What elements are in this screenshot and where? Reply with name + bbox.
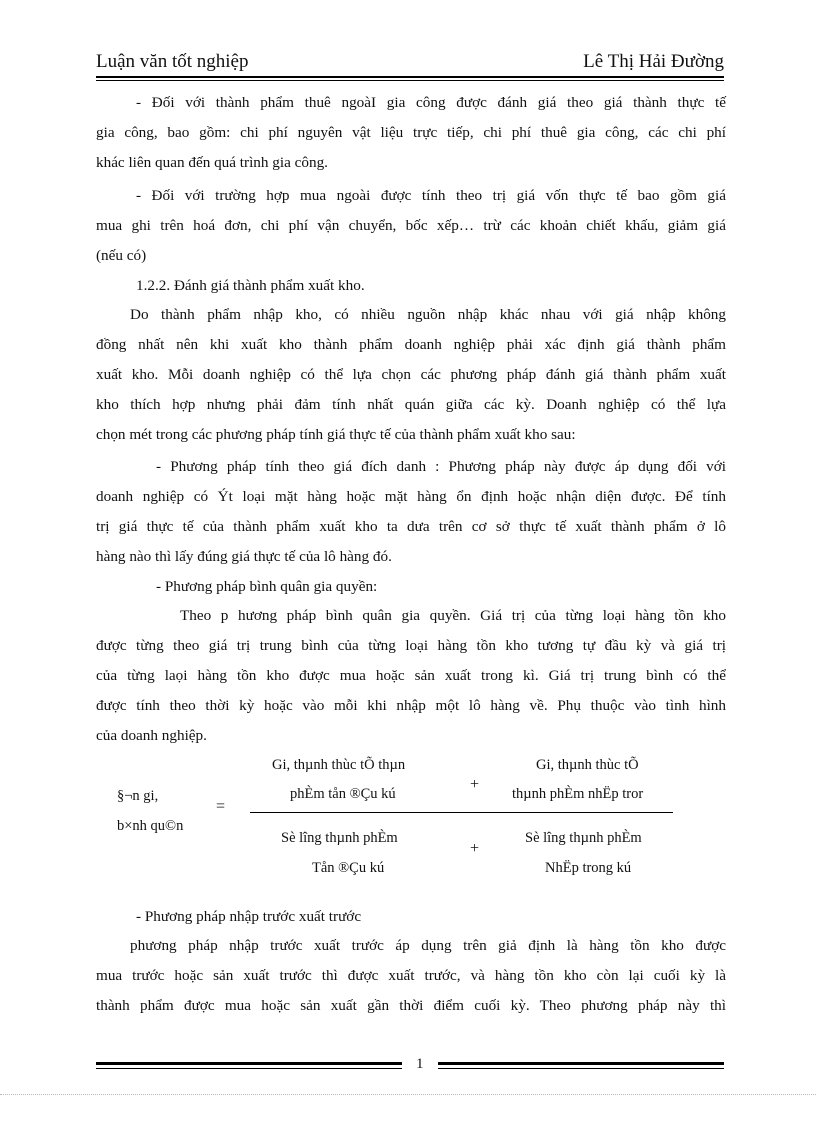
paragraph-line: xuất kho. Mỗi doanh nghiệp có thể lựa chọn các phương pháp đánh giá thành phẩm xuất	[96, 366, 726, 383]
paragraph-line: doanh nghiệp có Ýt loại mặt hàng hoặc mặt hàng ổn định hoặc nhận diện được. Để tính	[96, 488, 726, 505]
paragraph-line: - Phương pháp tính theo giá đích danh : Phương pháp này được áp dụng đối với	[156, 458, 726, 475]
footer-rule-left-thick	[96, 1062, 402, 1065]
paragraph-line: thành phẩm được mua hoặc sản xuất gần thời điểm cuối kỳ. Theo phương pháp này thì	[96, 997, 726, 1014]
paragraph-line: - Đối với trường hợp mua ngoài được tính theo trị giá vốn thực tế bao gồm giá	[136, 187, 726, 204]
formula-num-a-line2: phÈm tån ®Çu kú	[290, 786, 396, 802]
paragraph-line: phương pháp nhập trước xuất trước áp dụng trên giả định là hàng tồn kho được	[130, 937, 726, 954]
page-bottom-divider	[0, 1094, 816, 1095]
formula-den-b-line1: Sè lîng thµnh phÈm	[525, 830, 642, 846]
header-rule-thick	[96, 76, 724, 78]
footer-rule-right-thick	[438, 1062, 724, 1065]
formula-den-a-line1: Sè lîng thµnh phÈm	[281, 830, 398, 846]
paragraph-line: - Phương pháp nhập trước xuất trước	[136, 908, 362, 925]
paragraph-line: chọn mét trong các phương pháp tính giá thực tế của thành phẩm xuất kho sau:	[96, 426, 576, 443]
formula-lhs-line1: §¬n gi,	[117, 788, 159, 804]
formula-plus-bottom: +	[470, 840, 480, 857]
paragraph-line: trị giá thực tế của thành phẩm xuất kho ta dưa trên cơ sở thực tế xuất thành phẩm ở lô	[96, 518, 726, 535]
formula-fraction-bar	[250, 812, 673, 813]
paragraph-line: mua trước hoặc sản xuất trước thì được xuất trước, và hàng tồn kho còn lại cuối kỳ là	[96, 967, 726, 984]
paragraph-line: - Đối với thành phẩm thuê ngoàI gia công được đánh giá theo giá thành thực tế	[136, 94, 726, 111]
paragraph-line: Do thành phẩm nhập kho, có nhiều nguồn nhập khác nhau với giá nhập không	[130, 306, 726, 323]
paragraph-line: - Phương pháp bình quân gia quyền:	[156, 578, 378, 595]
paragraph-line: kho thích hợp nhưng phải đảm tính nhất quán giữa các kỳ. Doanh nghiệp có thể lựa	[96, 396, 726, 413]
formula-num-a-line1: Gi, thµnh thùc tÕ thµn	[272, 757, 406, 773]
header-title-right: Lê Thị Hải Đường	[583, 51, 724, 72]
section-heading: 1.2.2. Đánh giá thành phẩm xuất kho.	[136, 277, 365, 294]
footer-rule-left-thin	[96, 1068, 402, 1069]
formula-plus-top: +	[470, 776, 480, 793]
paragraph-line: của doanh nghiệp.	[96, 727, 207, 744]
page-number: 1	[416, 1056, 424, 1072]
paragraph-line: Theo p hương pháp bình quân gia quyền. Giá trị của từng loại hàng tồn kho	[180, 607, 726, 624]
paragraph-line: được từng theo giá trị trung bình của từng loại hàng tồn kho tương tự đầu kỳ và giá trị	[96, 637, 726, 654]
paragraph-line: gia công, bao gồm: chi phí nguyên vật liệu trực tiếp, chi phí thuê gia công, các chi phí	[96, 124, 726, 141]
paragraph-line: mua ghi trên hoá đơn, chi phí vận chuyển, bốc xếp… trừ các khoản chiết khấu, giảm giá	[96, 217, 726, 234]
formula-den-b-line2: NhËp trong kú	[545, 860, 632, 876]
paragraph-line: được tính theo thời kỳ hoặc vào mỗi khi nhập một lô hàng về. Phụ thuộc vào tình hình	[96, 697, 726, 714]
paragraph-line: (nếu có)	[96, 247, 147, 264]
header-title-left: Luận văn tốt nghiệp	[96, 51, 249, 72]
paragraph-line: hàng nào thì lấy đúng giá thực tế của lô hàng đó.	[96, 548, 392, 565]
paragraph-line: của từng laọi hàng tồn kho được mua hoặc sản xuất trong kì. Giá trị trung bình có thể	[96, 667, 726, 684]
formula-num-b-line1: Gi, thµnh thùc tÕ	[536, 757, 639, 773]
formula-lhs-line2: b×nh qu©n	[117, 818, 184, 834]
formula-equals: =	[216, 798, 226, 815]
footer-rule-right-thin	[438, 1068, 724, 1069]
header-rule-thin	[96, 80, 724, 81]
formula-den-a-line2: Tån ®Çu kú	[312, 860, 385, 876]
formula-num-b-line2: thµnh phÈm nhËp tror	[512, 786, 644, 802]
paragraph-line: khác liên quan đến quá trình gia công.	[96, 154, 328, 171]
paragraph-line: đồng nhất nên khi xuất kho thành phẩm doanh nghiệp phải xác định giá thành phẩm	[96, 336, 726, 353]
